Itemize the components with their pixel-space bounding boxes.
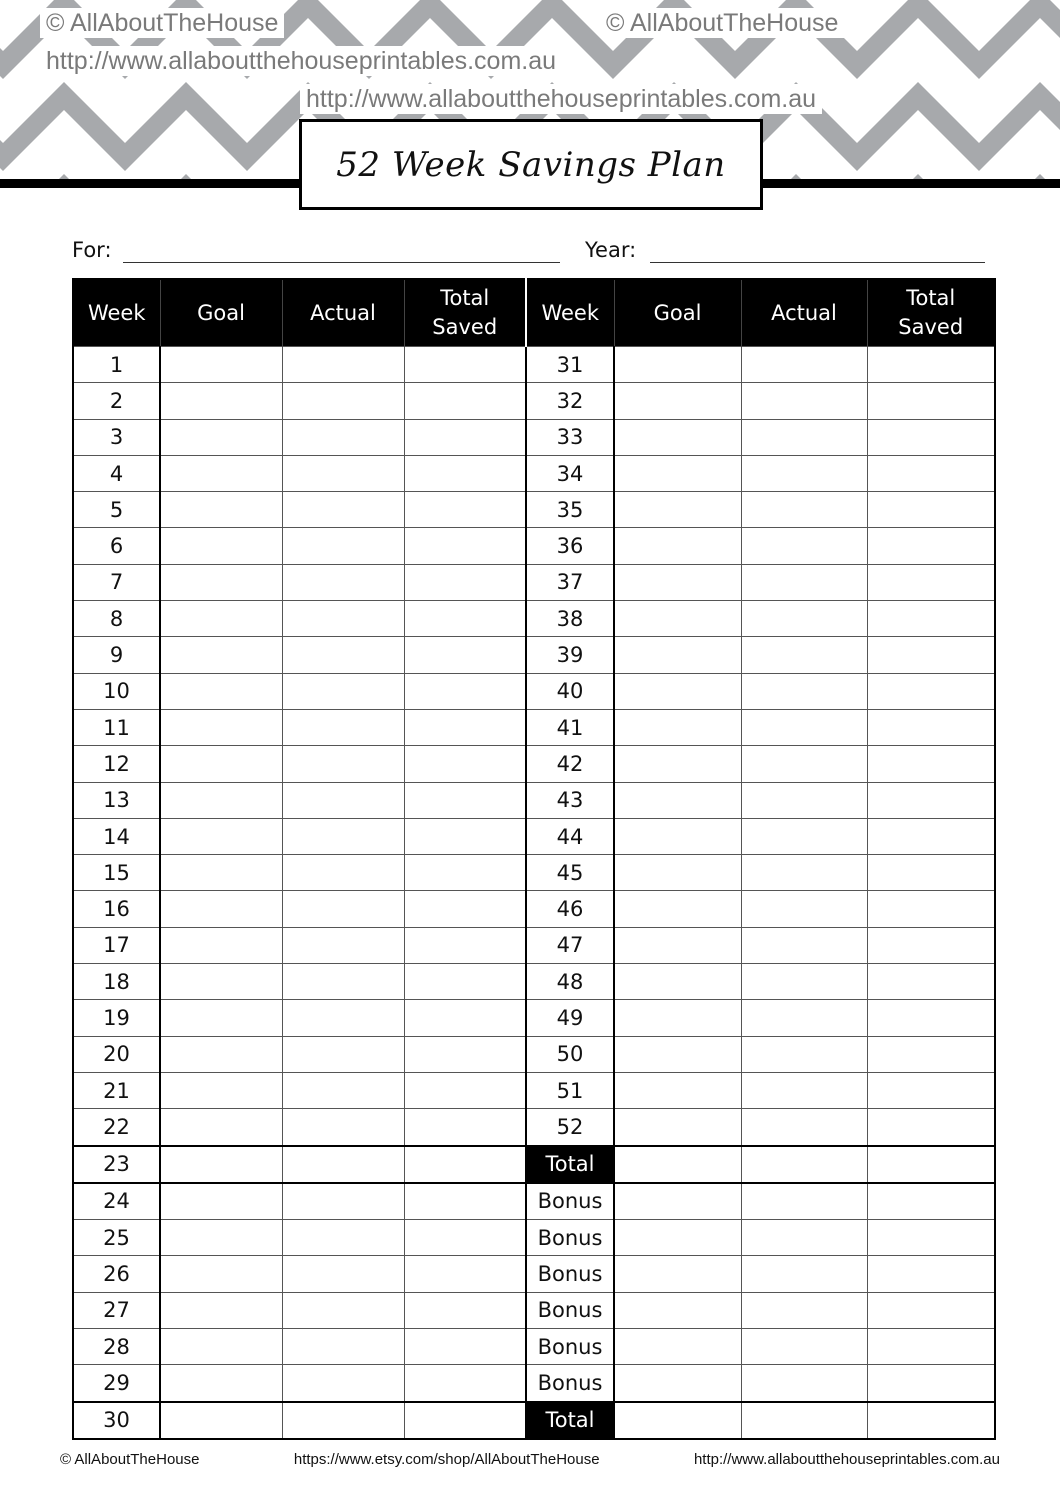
- total-saved-cell[interactable]: [867, 673, 995, 709]
- goal-cell[interactable]: [160, 891, 282, 927]
- table-row: [73, 927, 995, 963]
- actual-cell[interactable]: [741, 1072, 867, 1108]
- total-saved-cell[interactable]: [404, 1402, 526, 1439]
- watermark-copyright: © AllAboutTheHouse: [600, 8, 844, 38]
- total-saved-cell[interactable]: [867, 1146, 995, 1183]
- table-row: [73, 1292, 995, 1328]
- goal-cell[interactable]: [160, 1183, 282, 1220]
- bonus-label: Bonus: [526, 1183, 614, 1220]
- total-label: Total: [526, 1402, 614, 1439]
- week-number: 19: [73, 1000, 160, 1036]
- table-row: [73, 637, 995, 673]
- week-number: 4: [73, 455, 160, 491]
- week-number: 18: [73, 964, 160, 1000]
- total-saved-cell[interactable]: [867, 709, 995, 745]
- goal-cell[interactable]: [160, 1365, 282, 1402]
- total-saved-cell[interactable]: [404, 891, 526, 927]
- actual-cell[interactable]: [741, 564, 867, 600]
- column-header: Goal: [614, 279, 741, 347]
- total-saved-cell[interactable]: [404, 637, 526, 673]
- goal-cell[interactable]: [614, 782, 741, 818]
- actual-cell[interactable]: [282, 637, 404, 673]
- week-number: 40: [526, 673, 614, 709]
- week-number: 9: [73, 637, 160, 673]
- week-number: 12: [73, 746, 160, 782]
- total-saved-cell[interactable]: [404, 1109, 526, 1146]
- week-number: 35: [526, 492, 614, 528]
- goal-cell[interactable]: [614, 455, 741, 491]
- actual-cell[interactable]: [741, 673, 867, 709]
- goal-cell[interactable]: [160, 601, 282, 637]
- goal-cell[interactable]: [160, 1000, 282, 1036]
- actual-cell[interactable]: [741, 383, 867, 419]
- actual-cell[interactable]: [741, 1220, 867, 1256]
- actual-cell[interactable]: [282, 455, 404, 491]
- total-saved-cell[interactable]: [867, 1329, 995, 1365]
- goal-cell[interactable]: [160, 818, 282, 854]
- goal-cell[interactable]: [160, 383, 282, 419]
- week-number: 37: [526, 564, 614, 600]
- goal-cell[interactable]: [614, 564, 741, 600]
- goal-cell[interactable]: [160, 782, 282, 818]
- week-number: 41: [526, 709, 614, 745]
- goal-cell[interactable]: [614, 1146, 741, 1183]
- week-number: 52: [526, 1109, 614, 1146]
- goal-cell[interactable]: [160, 1036, 282, 1072]
- total-saved-cell[interactable]: [404, 383, 526, 419]
- week-number: 22: [73, 1109, 160, 1146]
- table-row: [73, 419, 995, 455]
- actual-cell[interactable]: [741, 637, 867, 673]
- bonus-label: Bonus: [526, 1220, 614, 1256]
- actual-cell[interactable]: [741, 818, 867, 854]
- goal-cell[interactable]: [614, 528, 741, 564]
- table-row: [73, 564, 995, 600]
- week-number: 31: [526, 347, 614, 383]
- actual-cell[interactable]: [741, 782, 867, 818]
- table-row: [73, 964, 995, 1000]
- actual-cell[interactable]: [282, 1000, 404, 1036]
- actual-cell[interactable]: [741, 528, 867, 564]
- total-saved-cell[interactable]: [867, 1183, 995, 1220]
- week-number: 46: [526, 891, 614, 927]
- actual-cell[interactable]: [282, 891, 404, 927]
- total-saved-cell[interactable]: [404, 528, 526, 564]
- actual-cell[interactable]: [741, 891, 867, 927]
- goal-cell[interactable]: [614, 419, 741, 455]
- total-saved-cell[interactable]: [867, 1292, 995, 1328]
- week-number: 50: [526, 1036, 614, 1072]
- week-number: 49: [526, 1000, 614, 1036]
- goal-cell[interactable]: [614, 1036, 741, 1072]
- actual-cell[interactable]: [741, 1109, 867, 1146]
- goal-cell[interactable]: [614, 1365, 741, 1402]
- goal-cell[interactable]: [160, 1256, 282, 1292]
- table-row: [73, 528, 995, 564]
- table-row: [73, 1146, 995, 1183]
- total-saved-cell[interactable]: [404, 1365, 526, 1402]
- total-saved-cell[interactable]: [867, 782, 995, 818]
- actual-cell[interactable]: [282, 528, 404, 564]
- goal-cell[interactable]: [614, 1402, 741, 1439]
- table-row: [73, 1365, 995, 1402]
- for-field[interactable]: [123, 262, 560, 263]
- actual-cell[interactable]: [282, 1329, 404, 1365]
- total-saved-cell[interactable]: [404, 1329, 526, 1365]
- total-saved-cell[interactable]: [404, 927, 526, 963]
- total-saved-cell[interactable]: [404, 1256, 526, 1292]
- total-saved-cell[interactable]: [867, 1072, 995, 1108]
- week-number: 24: [73, 1183, 160, 1220]
- actual-cell[interactable]: [282, 709, 404, 745]
- total-saved-cell[interactable]: [404, 601, 526, 637]
- actual-cell[interactable]: [282, 1292, 404, 1328]
- goal-cell[interactable]: [614, 1000, 741, 1036]
- total-saved-cell[interactable]: [867, 927, 995, 963]
- total-saved-cell[interactable]: [867, 1109, 995, 1146]
- total-saved-cell[interactable]: [404, 492, 526, 528]
- actual-cell[interactable]: [282, 855, 404, 891]
- table-row: [73, 818, 995, 854]
- goal-cell[interactable]: [160, 746, 282, 782]
- goal-cell[interactable]: [160, 1146, 282, 1183]
- footer-copyright: © AllAboutTheHouse: [60, 1451, 200, 1468]
- column-header: Week: [73, 279, 160, 347]
- actual-cell[interactable]: [741, 964, 867, 1000]
- actual-cell[interactable]: [741, 1402, 867, 1439]
- total-saved-cell[interactable]: [867, 1402, 995, 1439]
- column-header: Actual: [741, 279, 867, 347]
- total-saved-cell[interactable]: [867, 601, 995, 637]
- actual-cell[interactable]: [741, 1329, 867, 1365]
- column-header: Actual: [282, 279, 404, 347]
- total-saved-cell[interactable]: [404, 1146, 526, 1183]
- goal-cell[interactable]: [160, 709, 282, 745]
- week-number: 17: [73, 927, 160, 963]
- goal-cell[interactable]: [614, 1220, 741, 1256]
- actual-cell[interactable]: [741, 1183, 867, 1220]
- goal-cell[interactable]: [614, 746, 741, 782]
- week-number: 34: [526, 455, 614, 491]
- total-saved-cell[interactable]: [404, 1000, 526, 1036]
- total-saved-cell[interactable]: [867, 564, 995, 600]
- goal-cell[interactable]: [160, 528, 282, 564]
- table-row: [73, 492, 995, 528]
- total-saved-cell[interactable]: [404, 746, 526, 782]
- actual-cell[interactable]: [741, 1000, 867, 1036]
- total-label: Total: [526, 1146, 614, 1183]
- goal-cell[interactable]: [614, 1072, 741, 1108]
- actual-cell[interactable]: [282, 1036, 404, 1072]
- table-row: [73, 1183, 995, 1220]
- actual-cell[interactable]: [741, 709, 867, 745]
- actual-cell[interactable]: [282, 964, 404, 1000]
- total-saved-cell[interactable]: [867, 528, 995, 564]
- bonus-label: Bonus: [526, 1365, 614, 1402]
- total-saved-cell[interactable]: [867, 1365, 995, 1402]
- total-saved-cell[interactable]: [867, 347, 995, 383]
- goal-cell[interactable]: [614, 927, 741, 963]
- year-field[interactable]: [650, 262, 985, 263]
- page-title: 52 Week Savings Plan: [336, 144, 726, 185]
- goal-cell[interactable]: [160, 492, 282, 528]
- goal-cell[interactable]: [160, 1220, 282, 1256]
- total-saved-cell[interactable]: [867, 1036, 995, 1072]
- goal-cell[interactable]: [614, 964, 741, 1000]
- total-saved-cell[interactable]: [404, 964, 526, 1000]
- week-number: 43: [526, 782, 614, 818]
- week-number: 48: [526, 964, 614, 1000]
- week-number: 39: [526, 637, 614, 673]
- actual-cell[interactable]: [741, 1292, 867, 1328]
- total-saved-cell[interactable]: [867, 637, 995, 673]
- actual-cell[interactable]: [741, 601, 867, 637]
- actual-cell[interactable]: [282, 1256, 404, 1292]
- total-saved-cell[interactable]: [867, 1220, 995, 1256]
- goal-cell[interactable]: [160, 564, 282, 600]
- total-saved-cell[interactable]: [867, 855, 995, 891]
- bonus-label: Bonus: [526, 1256, 614, 1292]
- week-number: 42: [526, 746, 614, 782]
- total-saved-cell[interactable]: [404, 1183, 526, 1220]
- actual-cell[interactable]: [282, 1146, 404, 1183]
- goal-cell[interactable]: [614, 818, 741, 854]
- goal-cell[interactable]: [160, 637, 282, 673]
- bonus-label: Bonus: [526, 1329, 614, 1365]
- week-number: 44: [526, 818, 614, 854]
- watermark-url: http://www.allaboutthehouseprintables.com.au: [300, 84, 822, 114]
- total-saved-cell[interactable]: [404, 1292, 526, 1328]
- total-saved-cell[interactable]: [867, 1256, 995, 1292]
- total-saved-cell[interactable]: [867, 818, 995, 854]
- goal-cell[interactable]: [160, 455, 282, 491]
- table-row: [73, 1072, 995, 1108]
- watermark-copyright: © AllAboutTheHouse: [40, 8, 284, 38]
- goal-cell[interactable]: [614, 673, 741, 709]
- bonus-label: Bonus: [526, 1292, 614, 1328]
- goal-cell[interactable]: [614, 383, 741, 419]
- week-number: 13: [73, 782, 160, 818]
- actual-cell[interactable]: [741, 492, 867, 528]
- total-saved-cell[interactable]: [867, 746, 995, 782]
- week-number: 2: [73, 383, 160, 419]
- actual-cell[interactable]: [282, 1072, 404, 1108]
- column-header: Week: [526, 279, 614, 347]
- actual-cell[interactable]: [282, 601, 404, 637]
- table-row: [73, 746, 995, 782]
- goal-cell[interactable]: [614, 891, 741, 927]
- goal-cell[interactable]: [614, 1109, 741, 1146]
- week-number: 14: [73, 818, 160, 854]
- table-row: [73, 709, 995, 745]
- week-number: 6: [73, 528, 160, 564]
- goal-cell[interactable]: [160, 927, 282, 963]
- year-label: Year:: [585, 238, 637, 262]
- goal-cell[interactable]: [160, 347, 282, 383]
- total-saved-cell[interactable]: [404, 709, 526, 745]
- savings-table: [72, 278, 996, 1440]
- week-number: 36: [526, 528, 614, 564]
- week-number: 25: [73, 1220, 160, 1256]
- goal-cell[interactable]: [614, 855, 741, 891]
- week-number: 28: [73, 1329, 160, 1365]
- total-saved-cell[interactable]: [867, 455, 995, 491]
- total-saved-cell[interactable]: [404, 782, 526, 818]
- total-saved-cell[interactable]: [404, 1220, 526, 1256]
- goal-cell[interactable]: [160, 855, 282, 891]
- goal-cell[interactable]: [160, 1109, 282, 1146]
- total-saved-cell[interactable]: [404, 455, 526, 491]
- actual-cell[interactable]: [741, 347, 867, 383]
- total-saved-cell[interactable]: [404, 818, 526, 854]
- actual-cell[interactable]: [282, 1365, 404, 1402]
- table-row: [73, 891, 995, 927]
- goal-cell[interactable]: [160, 1329, 282, 1365]
- footer: [60, 1451, 1000, 1468]
- goal-cell[interactable]: [160, 1292, 282, 1328]
- actual-cell[interactable]: [282, 419, 404, 455]
- table-row: [73, 1402, 995, 1439]
- goal-cell[interactable]: [614, 1256, 741, 1292]
- week-number: 21: [73, 1072, 160, 1108]
- week-number: 27: [73, 1292, 160, 1328]
- table-row: [73, 383, 995, 419]
- week-number: 16: [73, 891, 160, 927]
- total-saved-cell[interactable]: [867, 492, 995, 528]
- week-number: 45: [526, 855, 614, 891]
- week-number: 23: [73, 1146, 160, 1183]
- actual-cell[interactable]: [741, 746, 867, 782]
- week-number: 20: [73, 1036, 160, 1072]
- total-saved-cell[interactable]: [404, 1036, 526, 1072]
- actual-cell[interactable]: [741, 1146, 867, 1183]
- table-row: [73, 1256, 995, 1292]
- table-row: [73, 455, 995, 491]
- goal-cell[interactable]: [614, 1329, 741, 1365]
- actual-cell[interactable]: [741, 1256, 867, 1292]
- week-number: 7: [73, 564, 160, 600]
- actual-cell[interactable]: [282, 1183, 404, 1220]
- week-number: 1: [73, 347, 160, 383]
- for-label: For:: [72, 238, 112, 262]
- footer-etsy-link[interactable]: https://www.etsy.com/shop/AllAboutTheHouse: [293, 1451, 600, 1468]
- week-number: 38: [526, 601, 614, 637]
- total-saved-cell[interactable]: [404, 673, 526, 709]
- total-saved-cell[interactable]: [867, 1000, 995, 1036]
- goal-cell[interactable]: [614, 601, 741, 637]
- footer-website-link[interactable]: http://www.allaboutthehouseprintables.com.au: [693, 1451, 1000, 1468]
- week-number: 8: [73, 601, 160, 637]
- goal-cell[interactable]: [160, 673, 282, 709]
- week-number: 33: [526, 419, 614, 455]
- actual-cell[interactable]: [282, 347, 404, 383]
- week-number: 10: [73, 673, 160, 709]
- total-saved-cell[interactable]: [867, 964, 995, 1000]
- table-row: [73, 1109, 995, 1146]
- total-saved-cell[interactable]: [867, 419, 995, 455]
- table-row: [73, 601, 995, 637]
- total-saved-cell[interactable]: [867, 891, 995, 927]
- table-row: [73, 855, 995, 891]
- week-number: 11: [73, 709, 160, 745]
- goal-cell[interactable]: [614, 347, 741, 383]
- actual-cell[interactable]: [282, 1402, 404, 1439]
- table-row: [73, 1329, 995, 1365]
- week-number: 5: [73, 492, 160, 528]
- total-saved-cell[interactable]: [404, 855, 526, 891]
- table-row: [73, 1220, 995, 1256]
- goal-cell[interactable]: [160, 1402, 282, 1439]
- column-header: Goal: [160, 279, 282, 347]
- actual-cell[interactable]: [282, 818, 404, 854]
- week-number: 51: [526, 1072, 614, 1108]
- goal-cell[interactable]: [614, 709, 741, 745]
- actual-cell[interactable]: [282, 564, 404, 600]
- actual-cell[interactable]: [741, 927, 867, 963]
- actual-cell[interactable]: [741, 855, 867, 891]
- goal-cell[interactable]: [614, 1292, 741, 1328]
- goal-cell[interactable]: [614, 1183, 741, 1220]
- week-number: 26: [73, 1256, 160, 1292]
- goal-cell[interactable]: [160, 1072, 282, 1108]
- table-row: [73, 1000, 995, 1036]
- actual-cell[interactable]: [282, 1109, 404, 1146]
- goal-cell[interactable]: [160, 419, 282, 455]
- total-saved-cell[interactable]: [404, 1072, 526, 1108]
- actual-cell[interactable]: [282, 927, 404, 963]
- total-saved-cell[interactable]: [404, 419, 526, 455]
- week-number: 3: [73, 419, 160, 455]
- actual-cell[interactable]: [282, 673, 404, 709]
- actual-cell[interactable]: [282, 492, 404, 528]
- week-number: 15: [73, 855, 160, 891]
- actual-cell[interactable]: [282, 1220, 404, 1256]
- table-row: [73, 673, 995, 709]
- table-row: [73, 1036, 995, 1072]
- actual-cell[interactable]: [741, 419, 867, 455]
- column-header: Total Saved: [404, 279, 526, 347]
- week-number: 32: [526, 383, 614, 419]
- title-box: [299, 119, 763, 210]
- total-saved-cell[interactable]: [404, 564, 526, 600]
- column-header: Total Saved: [867, 279, 995, 347]
- actual-cell[interactable]: [282, 383, 404, 419]
- week-number: 30: [73, 1402, 160, 1439]
- actual-cell[interactable]: [741, 1036, 867, 1072]
- actual-cell[interactable]: [282, 782, 404, 818]
- goal-cell[interactable]: [614, 637, 741, 673]
- goal-cell[interactable]: [614, 492, 741, 528]
- week-number: 29: [73, 1365, 160, 1402]
- actual-cell[interactable]: [741, 1365, 867, 1402]
- table-row: [73, 347, 995, 383]
- total-saved-cell[interactable]: [867, 383, 995, 419]
- actual-cell[interactable]: [282, 746, 404, 782]
- goal-cell[interactable]: [160, 964, 282, 1000]
- actual-cell[interactable]: [741, 455, 867, 491]
- table-row: [73, 782, 995, 818]
- total-saved-cell[interactable]: [404, 347, 526, 383]
- week-number: 47: [526, 927, 614, 963]
- watermark-url: http://www.allaboutthehouseprintables.com.au: [40, 46, 562, 76]
